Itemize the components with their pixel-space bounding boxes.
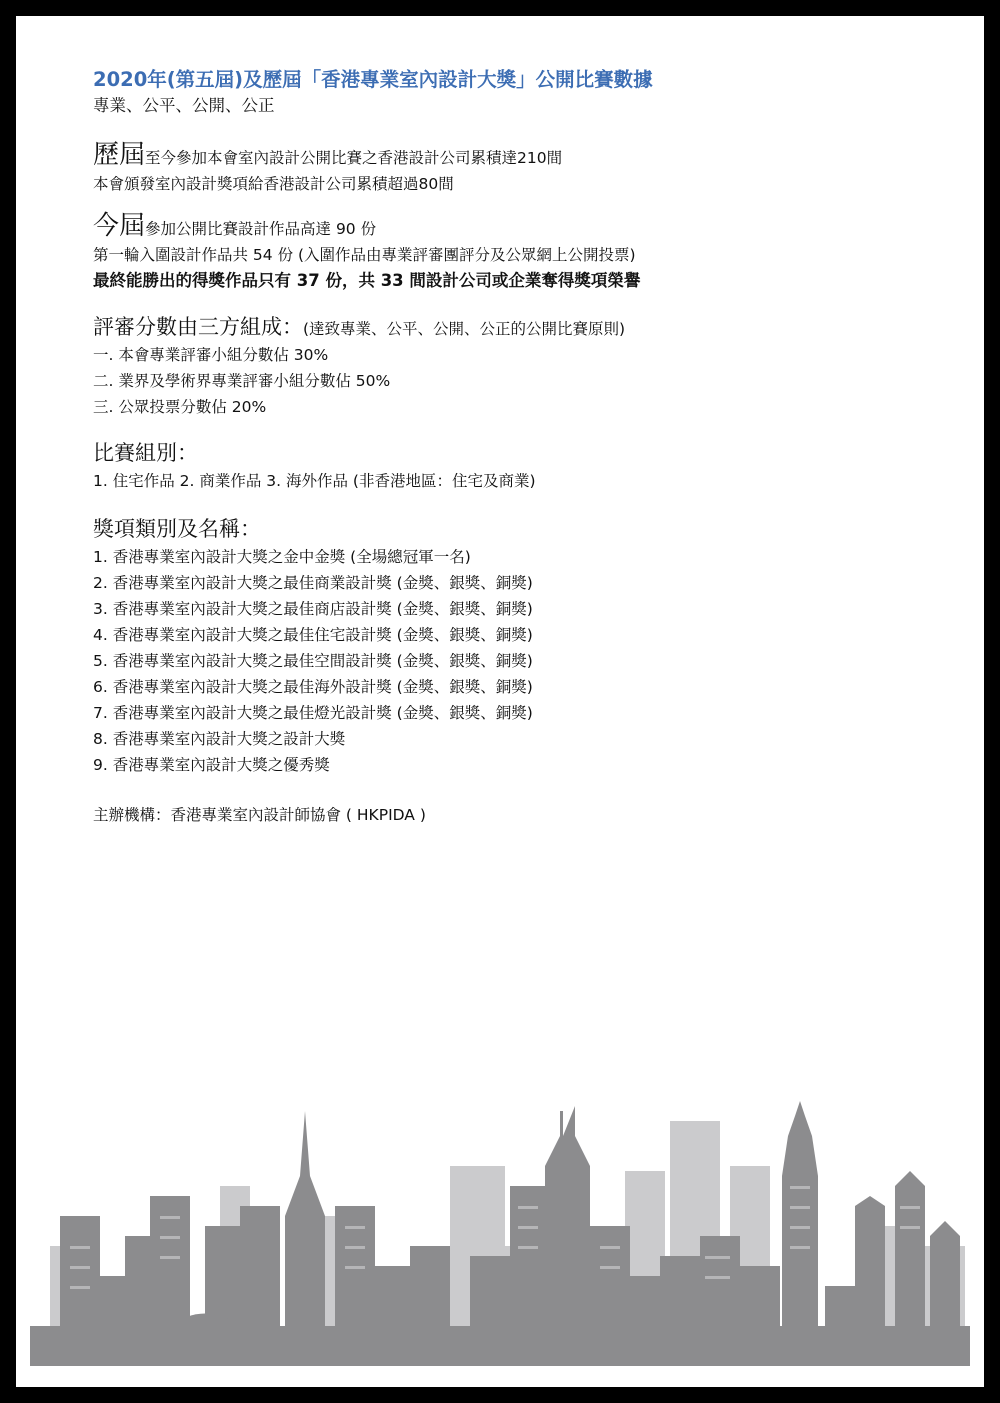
hong-kong-skyline-illustration (30, 1076, 970, 1366)
award-item: 7. 香港專業室內設計大獎之最佳燈光設計獎 (金獎、銀獎、銅獎) (93, 704, 533, 722)
document-title: 2020年(第五屆)及歷屆「香港專業室內設計大獎」公開比賽數據 (93, 68, 653, 91)
current-line-3: 最終能勝出的得獎作品只有 37 份，共 33 間設計公司或企業奪得獎項榮譽 (93, 271, 641, 290)
award-item: 1. 香港專業室內設計大獎之金中金獎 (全場總冠軍一名) (93, 548, 471, 566)
history-section (93, 140, 953, 197)
award-item: 4. 香港專業室內設計大獎之最佳住宅設計獎 (金獎、銀獎、銅獎) (93, 626, 533, 644)
history-line-2: 本會頒發室內設計獎項給香港設計公司累積超過80間 (93, 175, 454, 193)
award-item: 9. 香港專業室內設計大獎之優秀獎 (93, 756, 330, 774)
scoring-heading: 評審分數由三方組成： (93, 315, 303, 339)
document-content (93, 66, 953, 828)
award-item: 5. 香港專業室內設計大獎之最佳空間設計獎 (金獎、銀獎、銅獎) (93, 652, 533, 670)
award-item: 3. 香港專業室內設計大獎之最佳商店設計獎 (金獎、銀獎、銅獎) (93, 600, 533, 618)
award-item: 8. 香港專業室內設計大獎之設計大獎 (93, 730, 346, 748)
awards-section (93, 514, 953, 778)
categories-section (93, 438, 953, 494)
document-subtitle: 專業、公平、公開、公正 (93, 96, 275, 115)
current-line-1: 參加公開比賽設計作品高達 90 份 (145, 220, 377, 238)
scoring-item: 二. 業界及學術界專業評審小組分數佔 50% (93, 372, 391, 390)
current-section (93, 211, 953, 294)
awards-heading: 獎項類別及名稱： (93, 517, 261, 541)
history-line-1: 至今參加本會室內設計公開比賽之香港設計公司累積達210間 (145, 149, 563, 167)
history-label: 歷屆 (93, 140, 146, 170)
categories-line: 1. 住宅作品 2. 商業作品 3. 海外作品 (非香港地區：住宅及商業) (93, 472, 536, 490)
scoring-heading-note: (達致專業、公平、公開、公正的公開比賽原則) (303, 320, 626, 338)
current-label: 今屆 (93, 211, 146, 241)
award-item: 2. 香港專業室內設計大獎之最佳商業設計獎 (金獎、銀獎、銅獎) (93, 574, 533, 592)
scoring-item: 一. 本會專業評審小組分數佔 30% (93, 346, 329, 364)
award-item: 6. 香港專業室內設計大獎之最佳海外設計獎 (金獎、銀獎、銅獎) (93, 678, 533, 696)
scoring-section (93, 312, 953, 420)
organizer-line: 主辦機構：香港專業室內設計師協會 ( HKPIDA ) (93, 806, 426, 824)
categories-heading: 比賽組別： (93, 441, 198, 465)
document-page (16, 16, 984, 1387)
scoring-item: 三. 公眾投票分數佔 20% (93, 398, 267, 416)
current-line-2: 第一輪入圍設計作品共 54 份 (入圍作品由專業評審團評分及公眾網上公開投票) (93, 246, 636, 264)
